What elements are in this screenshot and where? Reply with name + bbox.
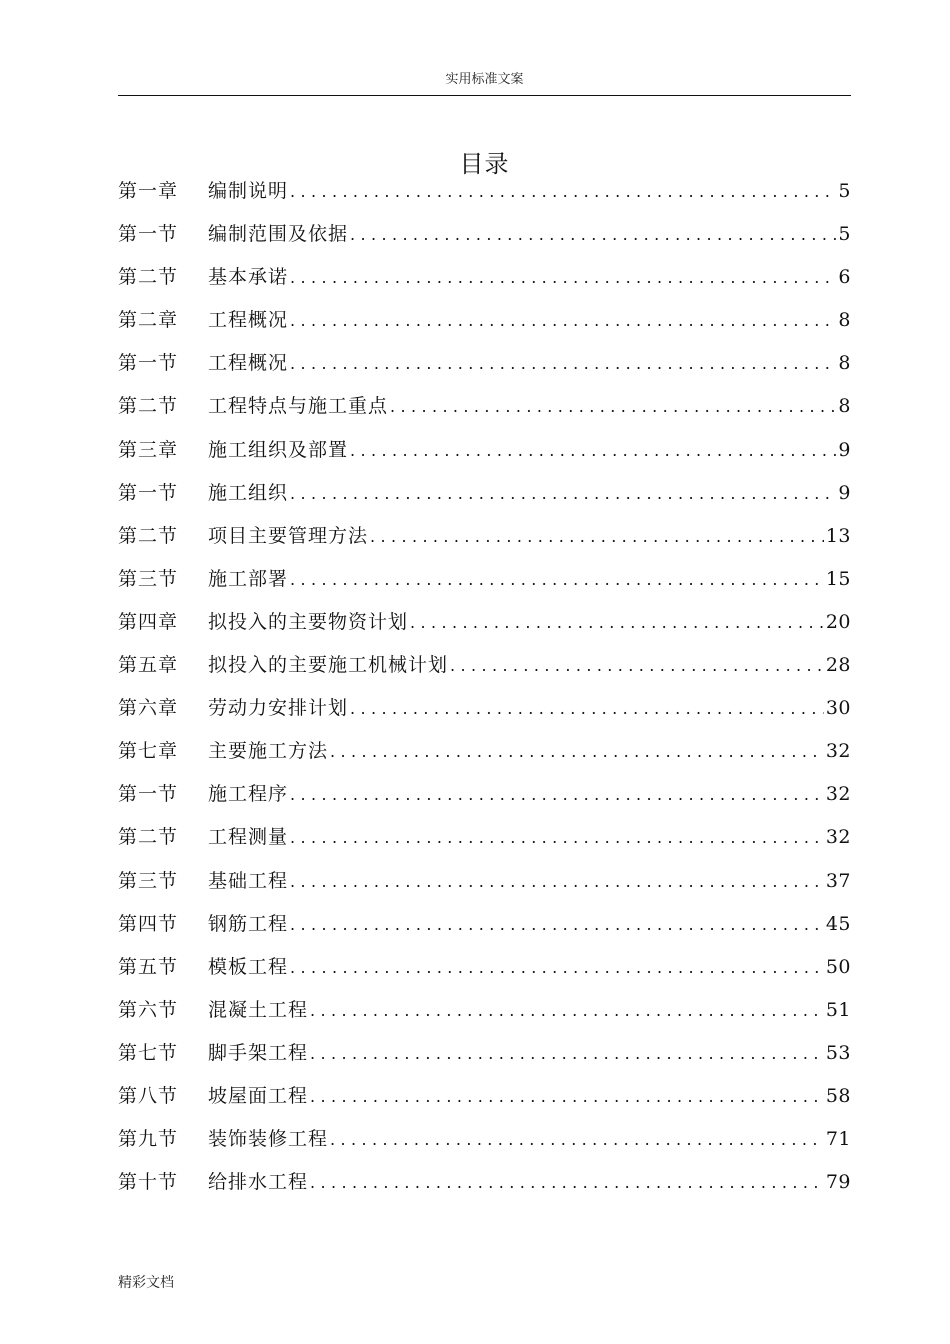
toc-dot-leader: [350, 687, 824, 730]
toc-entry-title: 施工组织及部置: [208, 438, 349, 461]
toc-entry-title: 给排水工程: [208, 1171, 309, 1194]
toc-dot-leader: [290, 946, 824, 989]
toc-dot-leader: [310, 1075, 824, 1118]
toc-entry-number: 第六节: [118, 998, 179, 1021]
toc-entry-number: 第三节: [118, 567, 179, 590]
toc-entry-page: 20: [825, 610, 851, 633]
toc-entry-number: 第一章: [118, 180, 179, 202]
toc-entry-page: 45: [825, 912, 851, 935]
toc-dot-leader: [330, 730, 824, 773]
toc-dot-leader: [290, 342, 836, 385]
toc-entry[interactable]: [118, 816, 851, 859]
toc-dot-leader: [310, 1161, 824, 1204]
toc-dot-leader: [390, 385, 836, 428]
toc-dot-leader: [290, 558, 824, 601]
toc-dot-leader: [350, 429, 836, 472]
toc-entry-title: 编制范围及依据: [208, 223, 349, 246]
toc-dot-leader: [290, 816, 824, 859]
toc-entry-title: 工程特点与施工重点: [208, 395, 389, 418]
toc-dot-leader: [290, 472, 836, 515]
toc-entry-number: 第二章: [118, 309, 179, 332]
toc-entry-page: 28: [825, 654, 851, 677]
toc-entry-number: 第一节: [118, 481, 179, 504]
toc-entry[interactable]: [118, 687, 851, 730]
toc-entry[interactable]: [118, 429, 851, 472]
toc-entry-title: 坡屋面工程: [208, 1084, 309, 1107]
toc-entry[interactable]: [118, 515, 851, 558]
toc-dot-leader: [290, 860, 824, 903]
toc-dot-leader: [330, 1118, 824, 1161]
toc-entry-title: 基本承诺: [208, 266, 289, 289]
toc-dot-leader: [310, 989, 824, 1032]
toc-entry[interactable]: [118, 170, 851, 213]
toc-entry[interactable]: [118, 1032, 851, 1075]
toc-entry[interactable]: [118, 213, 851, 256]
toc-entry-number: 第九节: [118, 1128, 179, 1151]
toc-entry[interactable]: [118, 342, 851, 385]
toc-entry-number: 第二节: [118, 266, 179, 289]
toc-entry-title: 基础工程: [208, 869, 289, 892]
page-header: 实用标准文案: [445, 72, 524, 87]
toc-dot-leader: [290, 903, 824, 946]
toc-entry-title: 施工程序: [208, 783, 289, 806]
toc-entry[interactable]: [118, 989, 851, 1032]
toc-dot-leader: [370, 515, 824, 558]
toc-entry[interactable]: [118, 299, 851, 342]
toc-entry[interactable]: [118, 860, 851, 903]
toc-entry[interactable]: [118, 946, 851, 989]
toc-entry-number: 第一节: [118, 352, 179, 375]
toc-entry-page: 37: [825, 869, 851, 892]
toc-entry-page: 8: [838, 352, 851, 375]
toc-dot-leader: [290, 299, 836, 342]
toc-entry[interactable]: [118, 472, 851, 515]
page-footer: 精彩文档: [118, 1275, 174, 1291]
toc-dot-leader: [410, 601, 824, 644]
toc-entry-page: 32: [825, 740, 851, 763]
toc-entry-page: 71: [825, 1128, 851, 1151]
toc-entry-number: 第五节: [118, 955, 179, 978]
toc-entry-title: 主要施工方法: [208, 740, 329, 763]
toc-entry-page: 6: [838, 266, 851, 289]
toc-entry[interactable]: [118, 1161, 851, 1204]
toc-entry-page: 5: [838, 180, 851, 202]
toc-entry-number: 第八节: [118, 1084, 179, 1107]
toc-entry-page: 53: [825, 1041, 851, 1064]
toc-entry[interactable]: [118, 644, 851, 687]
toc-entry[interactable]: [118, 1075, 851, 1118]
toc-entry-page: 8: [838, 309, 851, 332]
toc-entry-title: 拟投入的主要施工机械计划: [208, 654, 449, 677]
toc-entry-number: 第六章: [118, 697, 179, 720]
toc-entry-page: 50: [825, 955, 851, 978]
toc-entry[interactable]: [118, 601, 851, 644]
toc-entry-number: 第七节: [118, 1041, 179, 1064]
toc-entry-page: 58: [825, 1084, 851, 1107]
toc-entry-page: 51: [825, 998, 851, 1021]
table-of-contents: [118, 170, 851, 1204]
toc-entry-number: 第十节: [118, 1171, 179, 1194]
toc-entry-title: 混凝土工程: [208, 998, 309, 1021]
toc-entry-page: 9: [838, 438, 851, 461]
toc-entry-number: 第一节: [118, 223, 179, 246]
toc-entry-number: 第四章: [118, 610, 179, 633]
toc-entry-title: 工程概况: [208, 309, 289, 332]
header-divider: [118, 95, 851, 96]
toc-entry-number: 第三节: [118, 869, 179, 892]
toc-entry-page: 79: [825, 1171, 851, 1194]
toc-dot-leader: [310, 1032, 824, 1075]
toc-entry-title: 拟投入的主要物资计划: [208, 610, 409, 633]
toc-entry-page: 9: [838, 481, 851, 504]
toc-dot-leader: [350, 213, 836, 256]
toc-entry-page: 13: [825, 524, 851, 547]
toc-entry-title: 钢筋工程: [208, 912, 289, 935]
toc-entry-number: 第七章: [118, 740, 179, 763]
toc-entry[interactable]: [118, 773, 851, 816]
toc-entry-title: 模板工程: [208, 955, 289, 978]
toc-entry-number: 第二节: [118, 395, 179, 418]
toc-dot-leader: [290, 773, 824, 816]
toc-entry-page: 15: [825, 567, 851, 590]
toc-entry-number: 第二节: [118, 524, 179, 547]
toc-entry-title: 工程测量: [208, 826, 289, 849]
toc-entry-number: 第五章: [118, 654, 179, 677]
toc-entry-number: 第三章: [118, 438, 179, 461]
toc-entry-title: 脚手架工程: [208, 1041, 309, 1064]
toc-entry-number: 第二节: [118, 826, 179, 849]
toc-entry-page: 8: [838, 395, 851, 418]
toc-entry[interactable]: [118, 1118, 851, 1161]
toc-entry-title: 施工组织: [208, 481, 289, 504]
toc-entry-title: 劳动力安排计划: [208, 697, 349, 720]
toc-entry-page: 5: [838, 223, 851, 246]
toc-title: 目录: [459, 150, 510, 178]
toc-entry-title: 工程概况: [208, 352, 289, 375]
toc-dot-leader: [450, 644, 824, 687]
toc-entry-title: 编制说明: [208, 180, 289, 202]
toc-entry[interactable]: [118, 903, 851, 946]
toc-entry-number: 第一节: [118, 783, 179, 806]
toc-entry-page: 32: [825, 783, 851, 806]
toc-entry[interactable]: [118, 385, 851, 428]
toc-entry-title: 施工部署: [208, 567, 289, 590]
toc-entry[interactable]: [118, 256, 851, 299]
toc-entry-page: 30: [825, 697, 851, 720]
toc-entry[interactable]: [118, 558, 851, 601]
toc-dot-leader: [290, 170, 836, 213]
toc-dot-leader: [290, 256, 836, 299]
toc-entry-page: 32: [825, 826, 851, 849]
toc-entry-title: 项目主要管理方法: [208, 524, 369, 547]
toc-entry-number: 第四节: [118, 912, 179, 935]
toc-entry-title: 装饰装修工程: [208, 1128, 329, 1151]
toc-entry[interactable]: [118, 730, 851, 773]
